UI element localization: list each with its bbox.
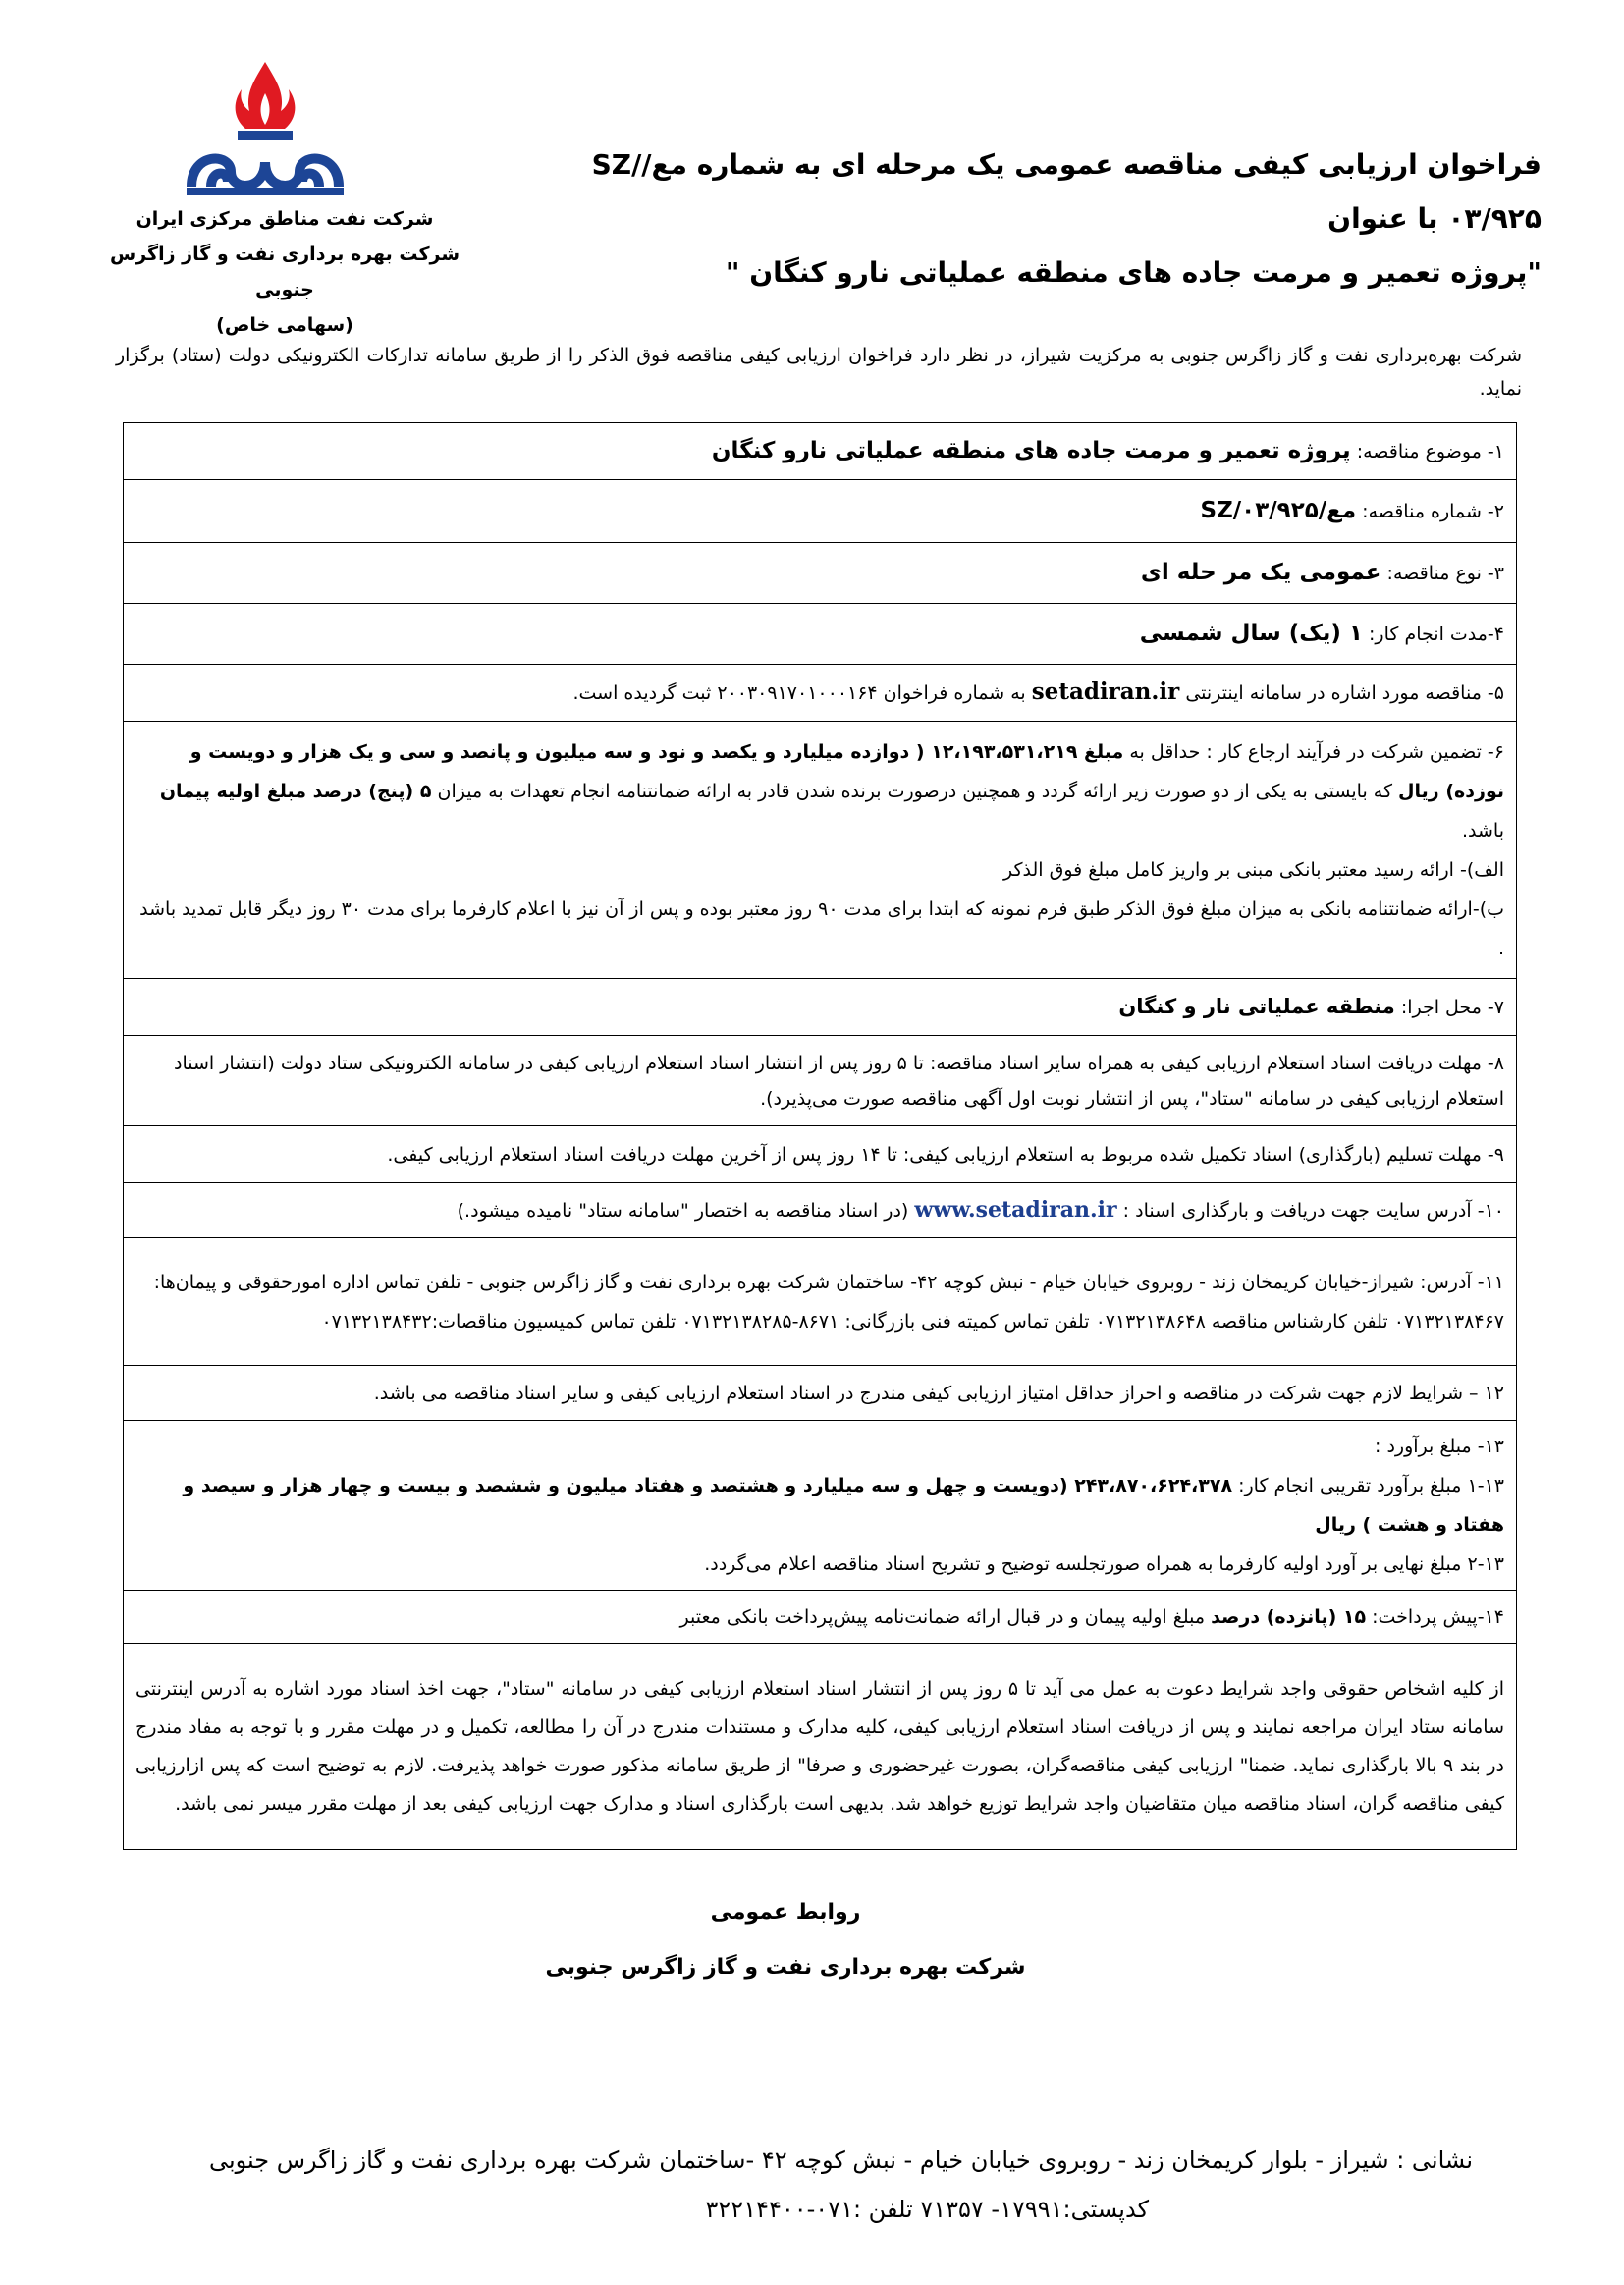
company-line-3: (سهامی خاص) — [216, 314, 353, 336]
item-value: عمومی یک مر حله ای — [1140, 560, 1381, 585]
footer-contact-line: کدپستی:۱۷۹۹۱- ۷۱۳۵۷ تلفن :۰۷۱-۳۲۲۱۴۴۰۰ — [705, 2196, 1149, 2223]
item-text: مبلغ اولیه پیمان و در قبال ارائه ضمانت‌نامه پیش‌پرداخت بانکی معتبر — [679, 1605, 1212, 1628]
item-label: ۷- محل اجرا: — [1394, 997, 1504, 1018]
item-value: پروژه تعمیر و مرمت جاده های منطقه عملیاتی نارو کنگان — [711, 438, 1351, 463]
document-title — [511, 137, 1542, 299]
prepayment-percent: ۱۵ (پانزده) درصد — [1211, 1605, 1367, 1628]
footer-address — [118, 2136, 1473, 2234]
table-row — [124, 1421, 1517, 1591]
closing-invitation: از کلیه اشخاص حقوقی واجد شرایط دعوت به عمل می آید تا ۵ روز پس از انتشار اسناد استعلام ارزیابی کیفی در سامانه "ستاد"، جهت اخذ اسناد مورد اشاره به آدرس اینترنتی سامانه ستاد ایران مراجعه نمایند و پس از دریافت اسناد استعلام ارزیابی کیفی، کلیه مدارک و مستندات مندرج در آن را مطالعه، تکمیل و در مهلت مقرر و با توجه به مفاد مندرج در بند ۹ بالا بارگذاری نماید. ضمنا" ارزیابی کیفی مناقصه‌گران، بصورت غیرحضوری و صرفا" از طریق سامانه مذکور صورت خواهد پذیرفت. لازم به توضیح است که پس ازارزیابی کیفی مناقصه گران، اسناد مناقصه میان متقاضیان واجد شرایط توزیع خواهد شد. بدیهی است بارگذاری اسناد و مدارک جهت ارزیابی کیفی بعد از مهلت مقرر میسر نمی باشد. — [124, 1644, 1517, 1850]
item-text: (در اسناد مناقصه به اختصار "سامانه ستاد" نامیده میشود.) — [457, 1200, 915, 1222]
item-subject — [124, 423, 1517, 480]
item-label: ۲- شماره مناقصه: — [1356, 501, 1504, 522]
table-row — [124, 423, 1517, 480]
website-link[interactable]: www.setadiran.ir — [914, 1197, 1117, 1223]
intro-paragraph: شرکت بهره‌برداری نفت و گاز زاگرس جنوبی به مرکزیت شیراز، در نظر دارد فراخوان ارزیابی کیفی مناقصه فوق الذکر را از طریق سامانه تدارکات الکترونیکی دولت (ستاد) برگزار نماید. — [116, 345, 1522, 400]
table-row — [124, 665, 1517, 722]
item-website — [124, 1183, 1517, 1238]
item-text: به شماره فراخوان ۲۰۰۳۰۹۱۷۰۱۰۰۰۱۶۴ ثبت گردیده است. — [572, 682, 1032, 704]
guarantee-percent: ۵ (پنج) درصد مبلغ اولیه پیمان — [159, 780, 432, 802]
tender-details-table — [123, 422, 1517, 1850]
company-line-1: شرکت نفت مناطق مرکزی ایران — [135, 208, 434, 230]
pr-line-1: روابط عمومی — [710, 1900, 861, 1925]
estimate-approx — [135, 1466, 1504, 1545]
guarantee-option-b: ب)-ارائه ضمانتنامه بانکی به میزان مبلغ فوق الذکر طبق فرم نمونه که ابتدا برای مدت ۹۰ روز معتبر بوده و پس از آن نیز با اعلام کارفرما برای مدت ۳۰ روز دیگر قابل تمدید باشد . — [139, 898, 1504, 959]
item-location — [124, 979, 1517, 1036]
logo-base-top — [238, 131, 293, 140]
table-row — [124, 1591, 1517, 1644]
item-submission-deadline: ۹- مهلت تسلیم (بارگذاری) اسناد تکمیل شده مربوط به استعلام ارزیابی کیفی: تا ۱۴ روز پس از آخرین مهلت دریافت اسناد استعلام ارزیابی کیفی. — [124, 1126, 1517, 1183]
table-row — [124, 1036, 1517, 1126]
item-text: ۱۰- آدرس سایت جهت دریافت و بارگذاری اسناد : — [1116, 1200, 1504, 1222]
item-estimate — [124, 1421, 1517, 1591]
table-row — [124, 1238, 1517, 1366]
table-row — [124, 604, 1517, 665]
item-text: ۵- مناقصه مورد اشاره در سامانه اینترنتی — [1179, 682, 1504, 704]
item-value: مع/SZ/۰۳/۹۲۵ — [1200, 498, 1357, 523]
table-row — [124, 1644, 1517, 1850]
guarantee-amount: مبلغ ۱۲،۱۹۳،۵۳۱،۲۱۹ ( دوازده میلیارد و یکصد و نود و سه میلیون و پانصد و سی و یک هزار و دویست و نوزده) ریال — [189, 740, 1504, 802]
item-text: ۱۴-پیش پرداخت: — [1366, 1605, 1504, 1628]
table-row — [124, 1126, 1517, 1183]
estimate-heading: ۱۳- مبلغ برآورد : — [1375, 1436, 1504, 1457]
estimate-final: ۲-۱۳ مبلغ نهایی بر آورد اولیه کارفرما به همراه صورتجلسه توضیح و تشریح اسناد مناقصه اعلام می‌گردد. — [704, 1553, 1504, 1575]
nioc-logo-icon — [177, 54, 353, 201]
table-row — [124, 1366, 1517, 1421]
item-label: ۳- نوع مناقصه: — [1380, 563, 1504, 584]
table-row — [124, 480, 1517, 543]
item-text: ۶- تضمین شرکت در فرآیند ارجاع کار : حداقل به — [1123, 740, 1504, 763]
item-address: ۱۱- آدرس: شیراز-خیابان کریمخان زند - روبروی خیابان خیام - نبش کوچه ۴۲- ساختمان شرکت بهره برداری نفت و گاز زاگرس جنوبی - تلفن تماس اداره امورحقوقی و پیمان‌ها: ۰۷۱۳۲۱۳۸۴۶۷ تلفن کارشناس مناقصه ۰۷۱۳۲۱۳۸۶۴۸ تلفن تماس کمیته فنی بازرگانی: ۸۶۷۱-۰۷۱۳۲۱۳۸۲۸۵ تلفن تماس کمیسیون مناقصات:۰۷۱۳۲۱۳۸۴۳۲ — [124, 1238, 1517, 1366]
guarantee-option-a: الف)- ارائه رسید معتبر بانکی مبنی بر واریز کامل مبلغ فوق الذکر — [1002, 858, 1504, 881]
logo-base-bottom — [187, 188, 344, 195]
logo-base-pattern — [191, 158, 339, 187]
item-text: باشد. — [1461, 819, 1504, 842]
item-document-deadline: ۸- مهلت دریافت اسناد استعلام ارزیابی کیفی به همراه سایر اسناد مناقصه: تا ۵ روز پس از انتشار اسناد استعلام ارزیابی کیفی در سامانه الکترونیکی ستاد دولت (انتشار اسناد استعلام ارزیابی کیفی در سامانه "ستاد"، پس از انتشار نوبت اول آگهی مناقصه صورت می‌پذیرد). — [124, 1036, 1517, 1126]
title-line-1: فراخوان ارزیابی کیفی مناقصه عمومی یک مرحله ای به شماره مع/SZ/۰۳/۹۲۵ با عنوان — [591, 148, 1542, 235]
table-row — [124, 1183, 1517, 1238]
item-registration — [124, 665, 1517, 722]
item-text: که بایستی به یکی از دو صورت زیر ارائه گردد و همچنین درصورت برنده شدن قادر به ارائه ضمانتنامه انجام تعهدات به میزان — [431, 780, 1399, 802]
item-value: منطقه عملیاتی نار و کنگان — [1118, 995, 1395, 1018]
footer-address-line: نشانی : شیراز - بلوار کریمخان زند - روبروی خیابان خیام - نبش کوچه ۴۲ -ساختمان شرکت بهره برداری نفت و گاز زاگرس جنوبی — [208, 2147, 1473, 2174]
item-text: ۱-۱۳ مبلغ برآورد تقریبی انجام کار: — [1232, 1475, 1504, 1496]
title-line-2: "پروژه تعمیر و مرمت جاده های منطقه عملیاتی نارو کنگان " — [725, 256, 1542, 289]
company-line-2: شرکت بهره برداری نفت و گاز زاگرس جنوبی — [109, 244, 460, 300]
item-tender-number — [124, 480, 1517, 543]
item-guarantee — [124, 722, 1517, 979]
setadiran-link[interactable]: setadiran.ir — [1031, 679, 1180, 705]
item-prepayment — [124, 1591, 1517, 1644]
pr-line-2: شرکت بهره برداری نفت و گاز زاگرس جنوبی — [545, 1955, 1026, 1980]
estimate-amount: ۲۴۳،۸۷۰،۶۲۴،۳۷۸ (دویست و چهل و سه میلیارد و هشتصد و هفتاد میلیون و ششصد و بیست و چهار هزار و سیصد و هفتاد و هشت ) ریال — [183, 1475, 1504, 1536]
public-relations-signature — [442, 1885, 1129, 1995]
item-conditions: ۱۲ – شرایط لازم جهت شرکت در مناقصه و احراز حداقل امتیاز ارزیابی کیفی مندرج در اسناد استعلام ارزیابی کیفی و سایر اسناد مناقصه می باشد. — [124, 1366, 1517, 1421]
item-label: ۱- موضوع مناقصه: — [1350, 441, 1504, 462]
item-tender-type — [124, 543, 1517, 604]
item-value: ۱ (یک) سال شمسی — [1139, 621, 1363, 646]
table-row — [124, 979, 1517, 1036]
item-duration — [124, 604, 1517, 665]
table-row — [124, 543, 1517, 604]
item-label: ۴-مدت انجام کار: — [1362, 624, 1504, 645]
table-row — [124, 722, 1517, 979]
company-name-block — [108, 201, 461, 343]
